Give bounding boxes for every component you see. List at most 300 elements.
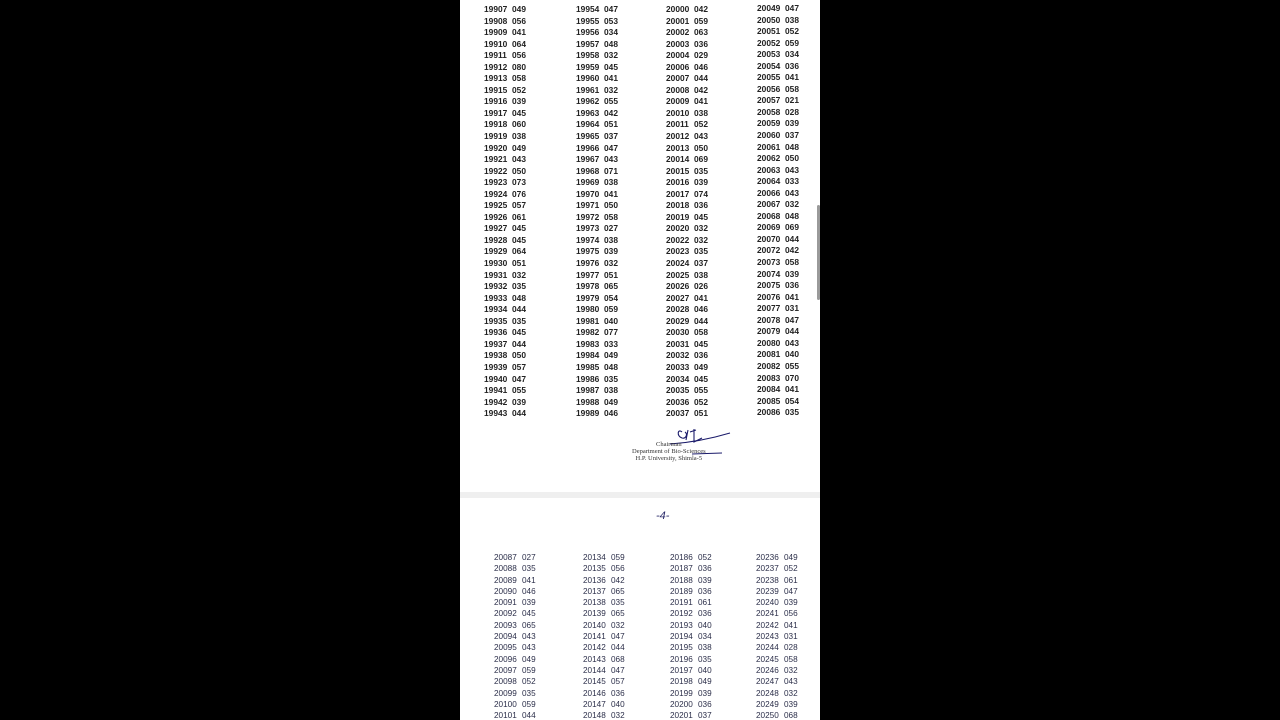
marks: 035 xyxy=(785,407,799,418)
roll-number: 20148 xyxy=(583,711,606,720)
result-row xyxy=(484,362,526,374)
marks: 043 xyxy=(512,154,526,165)
roll-number: 20098 xyxy=(494,677,517,687)
roll-number: 19916 xyxy=(484,96,508,107)
roll-number: 19980 xyxy=(576,304,600,315)
result-row xyxy=(666,108,708,120)
marks: 059 xyxy=(611,553,625,562)
roll-number: 20016 xyxy=(666,177,690,188)
marks: 026 xyxy=(694,281,708,292)
result-row xyxy=(576,246,618,258)
roll-number: 20018 xyxy=(666,200,690,211)
marks: 056 xyxy=(512,15,526,26)
marks: 049 xyxy=(784,553,798,562)
roll-number: 20091 xyxy=(494,598,517,608)
roll-number: 20014 xyxy=(666,154,690,165)
marks: 048 xyxy=(785,141,799,152)
marks: 054 xyxy=(785,395,799,406)
marks: 045 xyxy=(694,211,708,222)
marks: 055 xyxy=(604,96,618,107)
marks: 049 xyxy=(698,677,712,687)
marks: 032 xyxy=(604,84,618,95)
result-row xyxy=(666,281,708,293)
result-row xyxy=(666,131,708,143)
result-row xyxy=(666,96,708,108)
marks: 040 xyxy=(698,665,712,675)
result-page-4 xyxy=(460,498,820,720)
roll-number: 20030 xyxy=(666,327,690,338)
marks: 071 xyxy=(604,165,618,176)
marks: 037 xyxy=(698,711,712,720)
marks: 047 xyxy=(611,632,625,642)
result-row xyxy=(670,642,712,653)
result-row xyxy=(484,397,526,409)
result-row xyxy=(757,107,799,119)
roll-number: 20036 xyxy=(666,396,690,407)
marks: 044 xyxy=(522,711,536,720)
marks: 039 xyxy=(698,688,712,698)
marks: 057 xyxy=(512,200,526,211)
marks: 065 xyxy=(604,281,618,292)
result-row xyxy=(576,189,618,201)
result-row xyxy=(576,131,618,143)
result-row xyxy=(666,27,708,39)
roll-number: 20143 xyxy=(583,654,606,664)
roll-number: 19960 xyxy=(576,73,600,84)
result-row xyxy=(666,408,708,420)
result-row xyxy=(666,85,708,97)
roll-number: 20239 xyxy=(756,586,779,596)
roll-number: 20064 xyxy=(757,176,781,187)
marks: 049 xyxy=(512,142,526,153)
result-row xyxy=(576,339,618,351)
result-row xyxy=(494,586,536,597)
result-row xyxy=(576,270,618,282)
marks: 047 xyxy=(604,4,618,14)
marks: 038 xyxy=(604,385,618,396)
marks: 064 xyxy=(512,38,526,49)
roll-number: 20240 xyxy=(756,598,779,608)
page-number: -4- xyxy=(656,510,670,522)
roll-number: 20025 xyxy=(666,269,690,280)
result-row xyxy=(494,665,536,676)
marks: 039 xyxy=(694,177,708,188)
marks: 032 xyxy=(694,223,708,234)
marks: 035 xyxy=(522,564,536,574)
marks: 040 xyxy=(698,620,712,630)
result-row xyxy=(666,397,708,409)
result-row xyxy=(757,95,799,107)
roll-number: 20191 xyxy=(670,598,693,608)
result-row xyxy=(484,246,526,258)
roll-number: 20009 xyxy=(666,96,690,107)
roll-number: 20196 xyxy=(670,654,693,664)
marks: 051 xyxy=(694,408,708,419)
roll-number: 19912 xyxy=(484,61,508,72)
roll-number: 20008 xyxy=(666,84,690,95)
result-row xyxy=(666,350,708,362)
result-row xyxy=(494,710,536,720)
result-row xyxy=(756,552,798,563)
roll-number: 19908 xyxy=(484,15,508,26)
marks: 051 xyxy=(512,258,526,269)
roll-number: 20101 xyxy=(494,711,517,720)
roll-number: 19939 xyxy=(484,361,508,372)
roll-number: 19987 xyxy=(576,385,600,396)
roll-number: 20192 xyxy=(670,609,693,619)
roll-number: 20099 xyxy=(494,688,517,698)
roll-number: 19962 xyxy=(576,96,600,107)
result-row xyxy=(576,177,618,189)
result-row xyxy=(494,563,536,574)
result-row xyxy=(756,665,798,676)
roll-number: 20007 xyxy=(666,73,690,84)
result-row xyxy=(583,563,625,574)
marks: 037 xyxy=(694,258,708,269)
marks: 037 xyxy=(604,131,618,142)
marks: 054 xyxy=(604,292,618,303)
marks: 038 xyxy=(604,177,618,188)
marks: 038 xyxy=(694,107,708,118)
marks: 036 xyxy=(698,609,712,619)
result-row xyxy=(666,223,708,235)
roll-number: 19970 xyxy=(576,188,600,199)
roll-number: 20053 xyxy=(757,49,781,60)
marks: 053 xyxy=(604,15,618,26)
result-row xyxy=(757,38,799,50)
marks: 058 xyxy=(604,211,618,222)
result-row xyxy=(666,304,708,316)
roll-number: 19974 xyxy=(576,234,600,245)
roll-number: 19985 xyxy=(576,361,600,372)
marks: 035 xyxy=(512,281,526,292)
marks: 044 xyxy=(694,73,708,84)
marks: 035 xyxy=(611,598,625,608)
result-row xyxy=(666,258,708,270)
roll-number: 19919 xyxy=(484,131,508,142)
marks: 049 xyxy=(512,4,526,14)
result-row xyxy=(484,96,526,108)
result-row xyxy=(666,154,708,166)
marks: 031 xyxy=(784,632,798,642)
result-row xyxy=(666,62,708,74)
roll-number: 20023 xyxy=(666,246,690,257)
roll-number: 19909 xyxy=(484,27,508,38)
roll-number: 20241 xyxy=(756,609,779,619)
roll-number: 19957 xyxy=(576,38,600,49)
roll-number: 20236 xyxy=(756,553,779,562)
result-row xyxy=(757,361,799,373)
roll-number: 19978 xyxy=(576,281,600,292)
roll-number: 19929 xyxy=(484,246,508,257)
result-row xyxy=(494,688,536,699)
result-row xyxy=(576,39,618,51)
roll-number: 19920 xyxy=(484,142,508,153)
results-column-3 xyxy=(670,552,712,720)
marks: 043 xyxy=(604,154,618,165)
marks: 046 xyxy=(604,408,618,419)
roll-number: 20248 xyxy=(756,688,779,698)
roll-number: 20138 xyxy=(583,598,606,608)
result-row xyxy=(757,84,799,96)
marks: 036 xyxy=(698,564,712,574)
marks: 059 xyxy=(522,699,536,709)
roll-number: 20002 xyxy=(666,27,690,38)
roll-number: 20072 xyxy=(757,245,781,256)
result-row xyxy=(484,108,526,120)
marks: 033 xyxy=(785,176,799,187)
roll-number: 20245 xyxy=(756,654,779,664)
result-row xyxy=(670,688,712,699)
result-row xyxy=(583,597,625,608)
roll-number: 19964 xyxy=(576,119,600,130)
document-viewer[interactable] xyxy=(460,0,820,720)
result-row xyxy=(484,293,526,305)
result-row xyxy=(666,16,708,28)
roll-number: 19976 xyxy=(576,258,600,269)
result-row xyxy=(757,153,799,165)
roll-number: 20017 xyxy=(666,188,690,199)
roll-number: 20144 xyxy=(583,665,606,675)
marks: 045 xyxy=(512,107,526,118)
marks: 041 xyxy=(512,27,526,38)
roll-number: 20024 xyxy=(666,258,690,269)
marks: 032 xyxy=(604,258,618,269)
marks: 035 xyxy=(694,165,708,176)
marks: 059 xyxy=(785,37,799,48)
roll-number: 20060 xyxy=(757,130,781,141)
roll-number: 20246 xyxy=(756,665,779,675)
roll-number: 20079 xyxy=(757,326,781,337)
result-row xyxy=(666,177,708,189)
marks: 047 xyxy=(785,314,799,325)
roll-number: 20189 xyxy=(670,586,693,596)
result-row xyxy=(757,222,799,234)
marks: 036 xyxy=(785,280,799,291)
marks: 068 xyxy=(611,654,625,664)
result-row xyxy=(583,631,625,642)
roll-number: 20086 xyxy=(757,407,781,418)
marks: 039 xyxy=(512,396,526,407)
result-row xyxy=(666,189,708,201)
marks: 032 xyxy=(604,50,618,61)
result-row xyxy=(670,665,712,676)
marks: 041 xyxy=(522,575,536,585)
marks: 029 xyxy=(694,50,708,61)
marks: 064 xyxy=(512,246,526,257)
roll-number: 19934 xyxy=(484,304,508,315)
marks: 076 xyxy=(512,188,526,199)
marks: 080 xyxy=(512,61,526,72)
marks: 045 xyxy=(694,373,708,384)
roll-number: 20087 xyxy=(494,553,517,562)
result-row xyxy=(583,642,625,653)
result-row xyxy=(756,563,798,574)
marks: 032 xyxy=(611,620,625,630)
roll-number: 19943 xyxy=(484,408,508,419)
roll-number: 19918 xyxy=(484,119,508,130)
marks: 044 xyxy=(512,338,526,349)
result-row xyxy=(757,373,799,385)
marks: 033 xyxy=(604,338,618,349)
roll-number: 20201 xyxy=(670,711,693,720)
marks: 058 xyxy=(784,654,798,664)
roll-number: 20084 xyxy=(757,384,781,395)
roll-number: 20061 xyxy=(757,141,781,152)
result-row xyxy=(756,676,798,687)
roll-number: 20095 xyxy=(494,643,517,653)
roll-number: 19981 xyxy=(576,315,600,326)
marks: 051 xyxy=(604,119,618,130)
roll-number: 20003 xyxy=(666,38,690,49)
marks: 049 xyxy=(522,654,536,664)
roll-number: 20000 xyxy=(666,4,690,14)
marks: 032 xyxy=(694,234,708,245)
roll-number: 19936 xyxy=(484,327,508,338)
marks: 040 xyxy=(611,699,625,709)
roll-number: 19986 xyxy=(576,373,600,384)
roll-number: 20049 xyxy=(757,3,781,13)
marks: 037 xyxy=(785,130,799,141)
roll-number: 20068 xyxy=(757,210,781,221)
marks: 063 xyxy=(694,27,708,38)
roll-number: 20066 xyxy=(757,187,781,198)
marks: 046 xyxy=(694,61,708,72)
roll-number: 20140 xyxy=(583,620,606,630)
roll-number: 19989 xyxy=(576,408,600,419)
roll-number: 20081 xyxy=(757,349,781,360)
results-column-3 xyxy=(666,4,708,420)
result-row xyxy=(576,154,618,166)
roll-number: 19931 xyxy=(484,269,508,280)
result-row xyxy=(670,597,712,608)
result-row xyxy=(756,575,798,586)
roll-number: 19969 xyxy=(576,177,600,188)
result-row xyxy=(484,223,526,235)
marks: 049 xyxy=(604,396,618,407)
roll-number: 19921 xyxy=(484,154,508,165)
result-row xyxy=(756,620,798,631)
roll-number: 19961 xyxy=(576,84,600,95)
result-row xyxy=(484,258,526,270)
result-row xyxy=(484,119,526,131)
result-row xyxy=(757,199,799,211)
marks: 039 xyxy=(522,598,536,608)
roll-number: 19928 xyxy=(484,234,508,245)
roll-number: 20055 xyxy=(757,72,781,83)
roll-number: 19975 xyxy=(576,246,600,257)
marks: 041 xyxy=(785,291,799,302)
marks: 050 xyxy=(785,153,799,164)
marks: 050 xyxy=(512,165,526,176)
marks: 027 xyxy=(604,223,618,234)
result-row xyxy=(757,72,799,84)
roll-number: 20012 xyxy=(666,131,690,142)
result-row xyxy=(757,118,799,130)
result-row xyxy=(666,166,708,178)
roll-number: 19956 xyxy=(576,27,600,38)
marks: 031 xyxy=(785,303,799,314)
result-row xyxy=(484,235,526,247)
roll-number: 19983 xyxy=(576,338,600,349)
marks: 046 xyxy=(522,586,536,596)
result-row xyxy=(484,27,526,39)
results-column-2 xyxy=(583,552,625,720)
roll-number: 19942 xyxy=(484,396,508,407)
marks: 034 xyxy=(604,27,618,38)
marks: 021 xyxy=(785,95,799,106)
roll-number: 20100 xyxy=(494,699,517,709)
roll-number: 20035 xyxy=(666,385,690,396)
roll-number: 20076 xyxy=(757,291,781,302)
result-row xyxy=(757,49,799,61)
roll-number: 20136 xyxy=(583,575,606,585)
result-row xyxy=(757,61,799,73)
result-row xyxy=(576,327,618,339)
result-row xyxy=(757,188,799,200)
result-row xyxy=(484,408,526,420)
marks: 047 xyxy=(611,665,625,675)
roll-number: 20069 xyxy=(757,222,781,233)
roll-number: 20146 xyxy=(583,688,606,698)
roll-number: 20097 xyxy=(494,665,517,675)
result-row xyxy=(583,552,625,563)
roll-number: 20037 xyxy=(666,408,690,419)
roll-number: 20013 xyxy=(666,142,690,153)
result-row xyxy=(757,211,799,223)
result-row xyxy=(484,50,526,62)
marks: 045 xyxy=(512,223,526,234)
roll-number: 19917 xyxy=(484,107,508,118)
result-row xyxy=(757,176,799,188)
result-row xyxy=(583,608,625,619)
roll-number: 20134 xyxy=(583,553,606,562)
marks: 039 xyxy=(784,699,798,709)
roll-number: 20020 xyxy=(666,223,690,234)
result-row xyxy=(666,119,708,131)
marks: 048 xyxy=(785,210,799,221)
roll-number: 19927 xyxy=(484,223,508,234)
result-row xyxy=(756,597,798,608)
result-row xyxy=(494,620,536,631)
roll-number: 20092 xyxy=(494,609,517,619)
results-column-1 xyxy=(484,4,526,420)
roll-number: 20057 xyxy=(757,95,781,106)
roll-number: 19959 xyxy=(576,61,600,72)
result-row xyxy=(484,62,526,74)
roll-number: 19965 xyxy=(576,131,600,142)
result-row xyxy=(757,3,799,15)
marks: 040 xyxy=(785,349,799,360)
result-row xyxy=(756,586,798,597)
roll-number: 19982 xyxy=(576,327,600,338)
marks: 060 xyxy=(512,119,526,130)
marks: 041 xyxy=(785,72,799,83)
marks: 036 xyxy=(694,38,708,49)
result-row xyxy=(757,315,799,327)
roll-number: 19925 xyxy=(484,200,508,211)
roll-number: 20193 xyxy=(670,620,693,630)
marks: 035 xyxy=(694,246,708,257)
vertical-scrollbar[interactable] xyxy=(817,205,820,300)
roll-number: 19926 xyxy=(484,211,508,222)
roll-number: 20135 xyxy=(583,564,606,574)
result-row xyxy=(484,166,526,178)
roll-number: 20187 xyxy=(670,564,693,574)
roll-number: 20054 xyxy=(757,60,781,71)
result-row xyxy=(583,586,625,597)
marks: 059 xyxy=(694,15,708,26)
